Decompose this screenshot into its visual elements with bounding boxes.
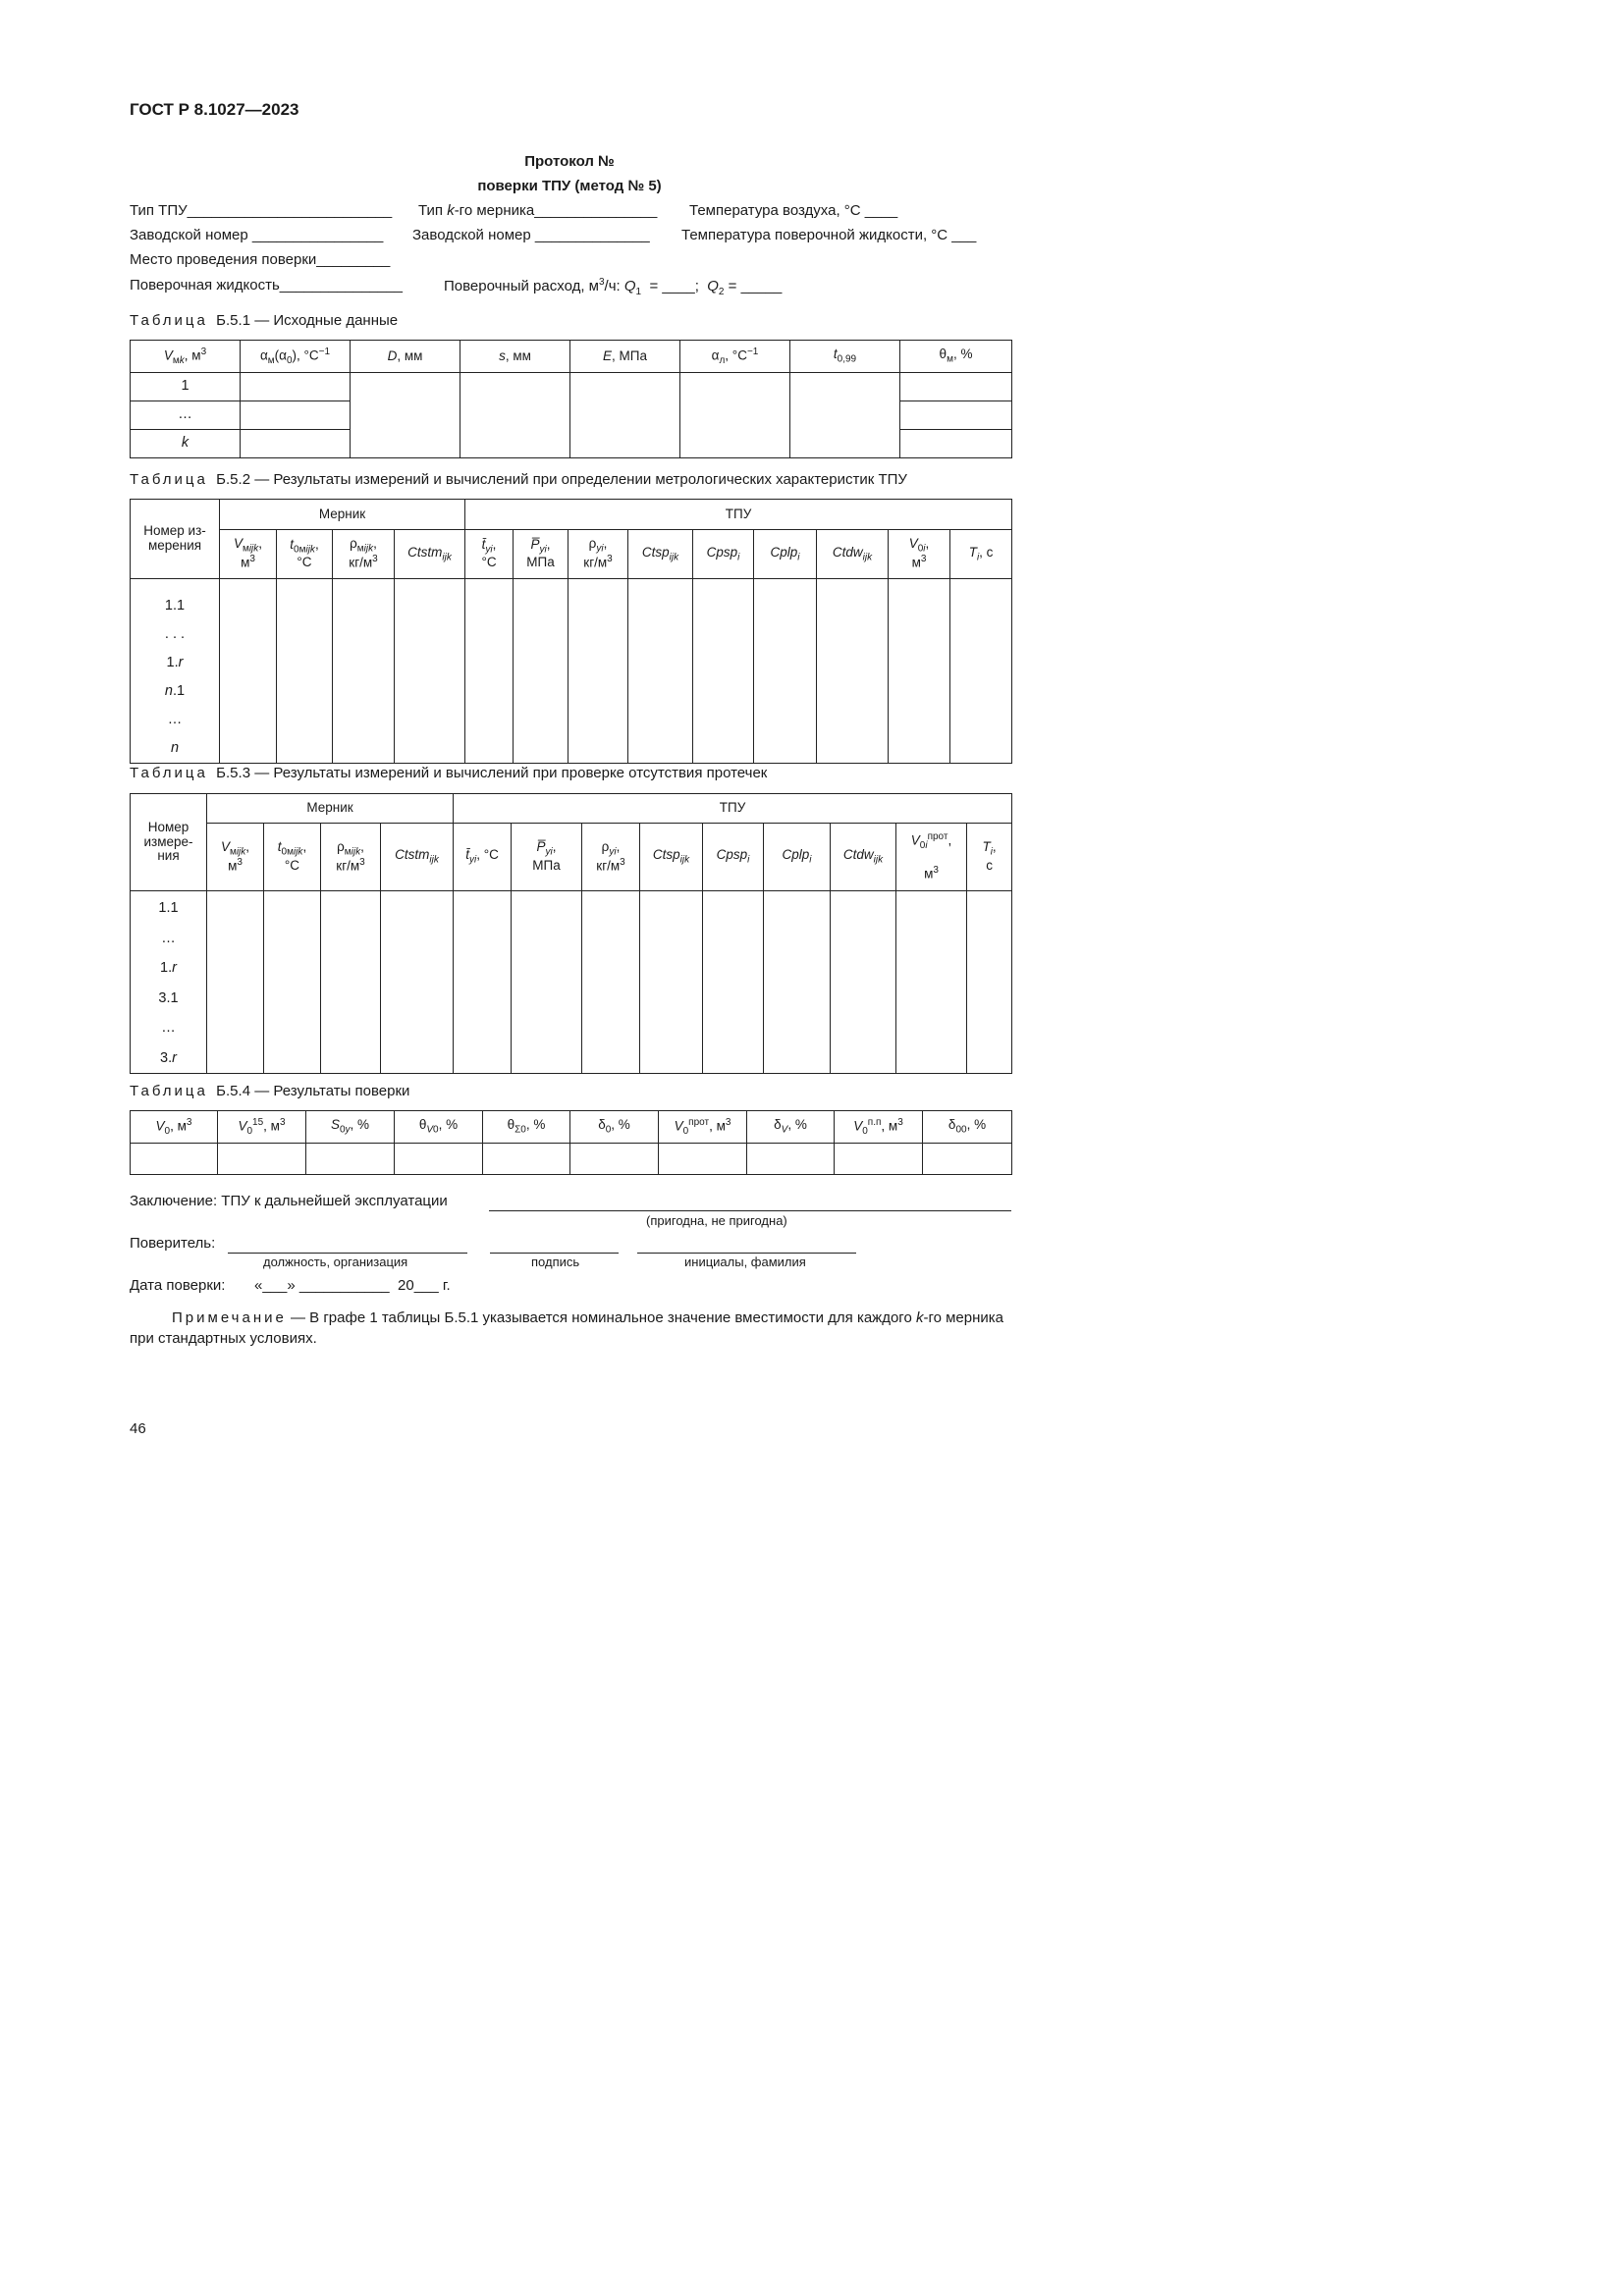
table2-row-labels [131,588,220,764]
verifier-name-hint: инициалы, фамилия [684,1255,806,1269]
table2-cell [754,588,817,764]
conclusion-fill-line [489,1210,1011,1211]
table2-cell [277,588,333,764]
col-v0i: $V_{0i}$, $м^3$ [889,530,950,579]
table4-cell [395,1144,483,1175]
note: Примечание — В графе 1 таблицы Б.5.1 указывается номинальное значение вместимости для каждого k-го мерника при стандартных условиях. [130,1309,1004,1347]
verifier-name-line [637,1253,856,1254]
col-d: D, мм [351,341,460,373]
col-ctdw: Ctdw$_{ijk}$ [831,824,896,891]
page-number: 46 [130,1420,146,1437]
table1-cell [351,373,460,458]
table3-cell [703,891,764,1074]
table3-cell [512,891,582,1074]
table3-cell [896,891,967,1074]
table2-row-label: 1.1 [164,597,186,614]
protocol-title-line2: поверки ТПУ (метод № 5) [477,178,662,194]
table1-cell [900,430,1012,458]
col-ctstm: Ctstm$_{ijk}$ [395,530,465,579]
table-leakage [130,793,1012,1074]
table2-cell [950,588,1012,764]
field-meter-type: Тип k-го мерника_______________ [418,202,658,219]
col-alpha-l: $\alpha_л$, $^\circ С^{-1}$ [680,341,790,373]
table4-cell [306,1144,395,1175]
col-ti: $T_i$, с [967,824,1012,891]
table2-cell [333,588,395,764]
conclusion-hint: (пригодна, не пригодна) [646,1213,787,1228]
col-cpsp: Cpsp$_i$ [703,824,764,891]
table2-cell [220,588,277,764]
col-measure-number: Номер из-мерения [131,500,220,579]
col-ctsp: Ctsp$_{ijk}$ [640,824,703,891]
group-tpu: ТПУ [465,500,1012,530]
field-flow: Поверочный расход, $м^3/ч$: $Q_1$ = ____; $Q_2$ = _____ [444,277,783,297]
conclusion-label: Заключение: ТПУ к дальнейшей эксплуатации [130,1193,448,1209]
col-ctdw: Ctdw$_{ijk}$ [817,530,889,579]
col-v0i-prot: $V_{0i}^{прот}$, $м^3$ [896,824,967,891]
table-results [130,1110,1012,1175]
col-rho-mijk: $\rho_{мijk}$, $кг/м^3$ [321,824,381,891]
table3-cell [640,891,703,1074]
table2-caption: Таблица Б.5.2 — Результаты измерений и вычислений при определении метрологических характеристик ТПУ [130,471,907,488]
table3-cell [321,891,381,1074]
group-meter: Мерник [207,794,454,824]
col-delta0: $\delta_0$, % [570,1111,659,1144]
table3-row-labels [131,891,207,1074]
table1-cell [241,373,351,401]
protocol-title-line1: Протокол № [524,153,615,170]
col-t-yi: $t̄_{yi}$, °С [465,530,514,579]
table2-cell [817,588,889,764]
table3-row-label: 1.1 [158,900,179,916]
col-v0-15: $V_0^{15}$, $м^3$ [218,1111,306,1144]
col-ctstm: Ctstm$_{ijk}$ [381,824,454,891]
col-t0mijk: $t_{0мijk}$, °С [264,824,321,891]
table3-cell [207,891,264,1074]
table3-row-label: … [161,1020,176,1036]
table3-cell [454,891,512,1074]
table1-cell [241,401,351,430]
col-p-yi: $P̅_{yi}$, МПа [514,530,568,579]
col-v0-pp: $V_0^{п.п}$, $м^3$ [835,1111,923,1144]
col-v0: $V_0$, $м^3$ [131,1111,218,1144]
col-p-yi: $P̅_{yi}$, МПа [512,824,582,891]
col-ti: $T_i$, с [950,530,1012,579]
table-metrology [130,499,1012,764]
table2-cell [889,588,950,764]
field-place: Место проведения поверки_________ [130,251,391,268]
col-t099: $t_{0,99}$ [790,341,900,373]
col-theta-v0: $\theta_{V0}$, % [395,1111,483,1144]
col-alpha-m: $\alpha_м(\alpha_0)$, $^\circ С^{-1}$ [241,341,351,373]
table2-row-label: … [167,711,183,727]
table1-cell [900,373,1012,401]
group-meter: Мерник [220,500,465,530]
verifier-label: Поверитель: [130,1235,216,1252]
table4-cell [747,1144,835,1175]
verifier-signature-hint: подпись [531,1255,580,1269]
table3-cell [831,891,896,1074]
table3-cell [582,891,640,1074]
table3-row-label: … [161,930,176,946]
table1-cell [790,373,900,458]
table2-row-label: n [170,739,180,756]
table2-row-label: n.1 [164,682,186,699]
date-label: Дата поверки: [130,1277,226,1294]
field-liquid-temp: Температура поверочной жидкости, °С ___ [681,227,977,243]
table1-row-label: k [131,430,241,458]
table1-caption: Таблица Б.5.1 — Исходные данные [130,312,399,329]
table4-cell [659,1144,747,1175]
table1-cell [460,373,570,458]
field-serial-meter: Заводской номер ______________ [412,227,650,243]
table4-cell [483,1144,570,1175]
col-s: s, мм [460,341,570,373]
verifier-signature-line [490,1253,619,1254]
doc-id: ГОСТ Р 8.1027—2023 [130,100,299,119]
col-vmijk: $V_{мijk}$, $м^3$ [220,530,277,579]
table3-row-label: 3.1 [158,989,179,1006]
col-theta-m: $\theta_м$, % [900,341,1012,373]
field-tpu-type: Тип ТПУ_________________________ [130,202,393,219]
col-t0mijk: $t_{0мijk}$, °С [277,530,333,579]
table1-cell [570,373,680,458]
table2-cell [568,588,628,764]
field-serial-tpu: Заводской номер ________________ [130,227,384,243]
col-rho-mijk: $\rho_{мijk}$, $кг/м^3$ [333,530,395,579]
table1-cell [900,401,1012,430]
table2-cell [628,588,693,764]
col-rho-yi: $\rho_{yi}$, $кг/м^3$ [582,824,640,891]
table1-cell [241,430,351,458]
col-measure-number: Номер измере-ния [131,794,207,891]
field-air-temp: Температура воздуха, °С ____ [689,202,898,219]
table2-cell [693,588,754,764]
table4-caption: Таблица Б.5.4 — Результаты поверки [130,1083,410,1099]
field-liquid: Поверочная жидкость_______________ [130,277,403,294]
table4-cell [923,1144,1012,1175]
col-cplp: Cplp$_i$ [754,530,817,579]
col-cpsp: Cpsp$_i$ [693,530,754,579]
table3-row-label: 1.r [160,960,177,976]
col-delta00: $\delta_{00}$, % [923,1111,1012,1144]
table3-caption: Таблица Б.5.3 — Результаты измерений и вычислений при проверке отсутствия протечек [130,765,768,781]
col-t-yi: $t̄_{yi}$, °С [454,824,512,891]
col-theta-sigma0: $\theta_{\Sigma 0}$, % [483,1111,570,1144]
date-fill: «___» ___________ 20___ г. [254,1277,451,1294]
table-initial-data [130,340,1012,458]
col-v0-prot: $V_0^{прот}$, $м^3$ [659,1111,747,1144]
table2-cell [514,588,568,764]
table3-cell [967,891,1012,1074]
col-rho-yi: $\rho_{yi}$, $кг/м^3$ [568,530,628,579]
table2-row-label: . . . [164,625,186,642]
table1-row-label: 1 [131,373,241,401]
table3-cell [381,891,454,1074]
table4-cell [835,1144,923,1175]
group-tpu: ТПУ [454,794,1012,824]
table3-row-label: 3.r [160,1049,177,1066]
table3-cell [764,891,831,1074]
table4-cell [570,1144,659,1175]
table4-cell [131,1144,218,1175]
col-ctsp: Ctsp$_{ijk}$ [628,530,693,579]
table4-cell [218,1144,306,1175]
verifier-position-line [228,1253,467,1254]
verifier-position-hint: должность, организация [263,1255,408,1269]
col-e: E, МПа [570,341,680,373]
col-vmk: $V_{мk}$, $м^3$ [131,341,241,373]
col-s0y: $S_{0y}$, % [306,1111,395,1144]
col-delta-v: $\delta_V$, % [747,1111,835,1144]
col-vmijk: $V_{мijk}$, $м^3$ [207,824,264,891]
col-cplp: Cplp$_i$ [764,824,831,891]
table3-cell [264,891,321,1074]
table1-cell [680,373,790,458]
table2-cell [465,588,514,764]
table2-row-label: 1.r [166,654,184,670]
table2-cell [395,588,465,764]
table1-row-label: … [131,401,241,430]
